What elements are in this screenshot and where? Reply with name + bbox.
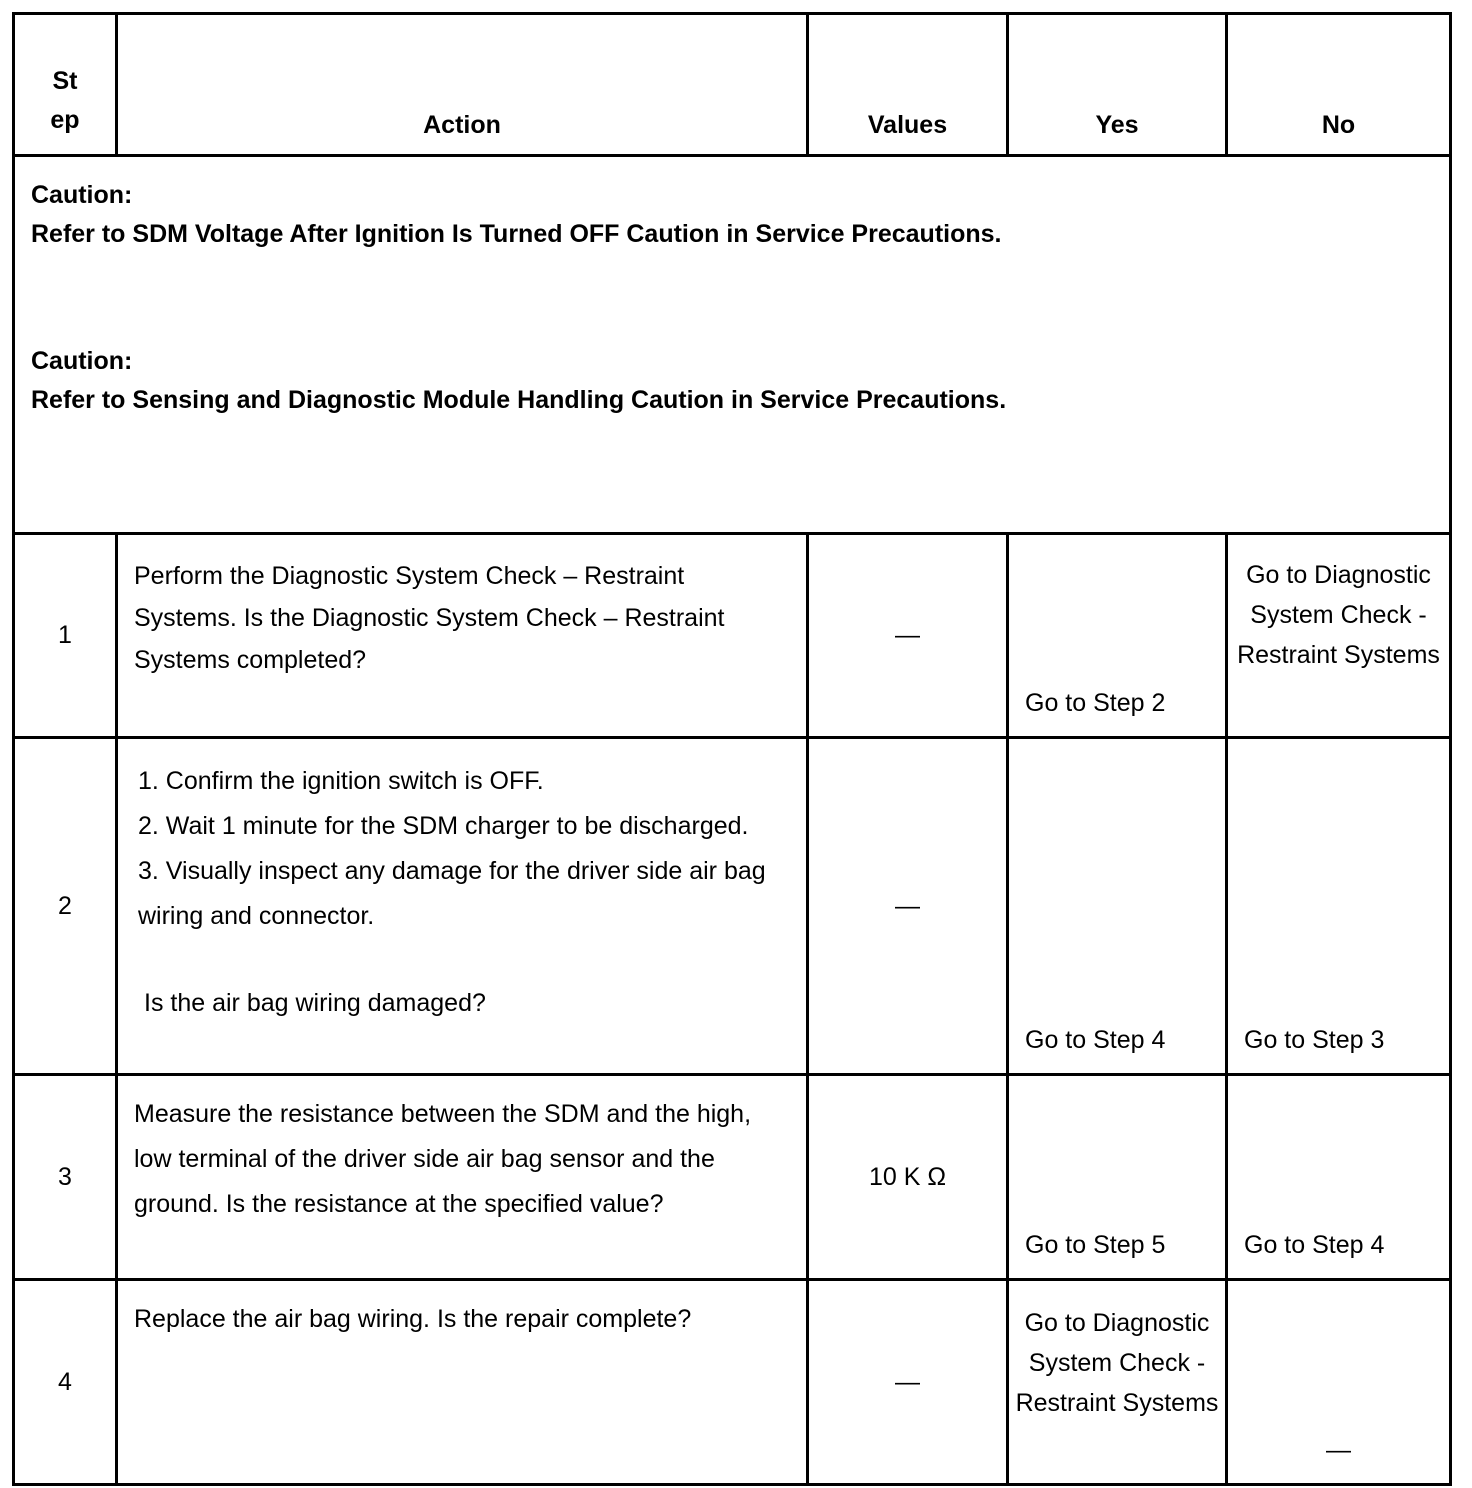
- action-question: Is the air bag wiring damaged?: [144, 989, 486, 1017]
- table-row: [14, 1280, 1451, 1485]
- action-text: Replace the air bag wiring. Is the repair complete?: [117, 1280, 808, 1485]
- yes-link: Go to Diagnostic System Check - Restraint Systems: [1015, 1309, 1219, 1417]
- no-link: Go to Diagnostic System Check - Restraint Systems: [1237, 561, 1440, 669]
- no-cell: [1227, 738, 1451, 1075]
- header-yes: Yes: [1008, 14, 1227, 156]
- caution-cell: [14, 156, 1451, 534]
- caution-text: Refer to Sensing and Diagnostic Module Handling Caution in Service Precautions.: [31, 386, 1007, 414]
- header-step: St ep: [14, 14, 117, 156]
- no-link: Go to Step 3: [1244, 1026, 1385, 1054]
- no-cell: [1227, 1075, 1451, 1280]
- value-cell: 10 K Ω: [808, 1075, 1008, 1280]
- step-number: 3: [14, 1075, 117, 1280]
- action-item: 2. Wait 1 minute for the SDM charger to be discharged.: [138, 812, 749, 840]
- caution-1: [31, 177, 1433, 255]
- yes-link: Go to Step 2: [1025, 689, 1166, 717]
- caution-title: Caution:: [31, 181, 133, 209]
- step-number: 4: [14, 1280, 117, 1485]
- step-number: 1: [14, 534, 117, 738]
- caution-text: Refer to SDM Voltage After Ignition Is Turned OFF Caution in Service Precautions.: [31, 220, 1002, 248]
- header-row: [14, 14, 1451, 156]
- action-item: 3. Visually inspect any damage for the driver side air bag wiring and connector.: [138, 857, 766, 930]
- yes-link: Go to Step 4: [1025, 1026, 1166, 1054]
- table-row: [14, 738, 1451, 1075]
- yes-cell: [1008, 738, 1227, 1075]
- value-cell: —: [808, 534, 1008, 738]
- diagnostic-table: [12, 12, 1452, 1486]
- action-text: Measure the resistance between the SDM and the high, low terminal of the driver side air bag sensor and the ground. Is the resistance at the specified value?: [117, 1075, 808, 1280]
- action-cell: [117, 738, 808, 1075]
- caution-title: Caution:: [31, 347, 133, 375]
- value-cell: —: [808, 738, 1008, 1075]
- no-cell: —: [1227, 1280, 1451, 1485]
- action-text: Perform the Diagnostic System Check – Restraint Systems. Is the Diagnostic System Check – Restraint Systems completed?: [117, 534, 808, 738]
- no-link: Go to Step 4: [1244, 1231, 1385, 1259]
- header-action: Action: [117, 14, 808, 156]
- yes-cell: [1008, 534, 1227, 738]
- yes-cell: [1008, 1280, 1227, 1485]
- table-row: [14, 534, 1451, 738]
- header-no: No: [1227, 14, 1451, 156]
- caution-2: [31, 343, 1433, 421]
- yes-cell: [1008, 1075, 1227, 1280]
- header-values: Values: [808, 14, 1008, 156]
- no-cell: [1227, 534, 1451, 738]
- value-cell: —: [808, 1280, 1008, 1485]
- table-row: [14, 1075, 1451, 1280]
- action-item: 1. Confirm the ignition switch is OFF.: [138, 767, 544, 795]
- yes-link: Go to Step 5: [1025, 1231, 1166, 1259]
- caution-row: [14, 156, 1451, 534]
- step-number: 2: [14, 738, 117, 1075]
